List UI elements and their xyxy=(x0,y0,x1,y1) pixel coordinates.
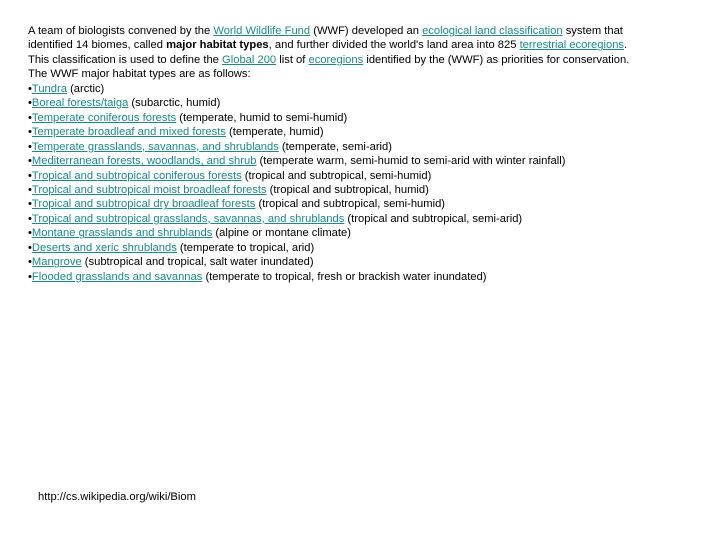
intro-text: . xyxy=(624,39,628,52)
bullet: • xyxy=(28,270,32,283)
source-url: http://cs.wikipedia.org/wiki/Biom xyxy=(38,491,196,503)
bullet: • xyxy=(28,227,32,240)
habitat-link[interactable]: Mangrove xyxy=(31,256,82,269)
habitat-link[interactable]: Temperate coniferous forests xyxy=(31,111,177,124)
habitat-link[interactable]: Tropical and subtropical moist broadleaf forests xyxy=(31,183,267,196)
habitat-link[interactable]: Deserts and xeric shrublands xyxy=(31,241,177,254)
habitat-description: (temperate, semi-arid) xyxy=(278,140,392,153)
habitat-description: (subarctic, humid) xyxy=(128,97,221,110)
habitat-list-item xyxy=(28,82,708,96)
habitat-list xyxy=(28,82,708,284)
habitat-link[interactable]: Tropical and subtropical grasslands, savannas, and shrublands xyxy=(31,212,345,225)
habitat-list-item xyxy=(28,125,708,139)
intro-text: A team of biologists convened by the xyxy=(28,25,214,37)
habitat-description: (subtropical and tropical, salt water inundated) xyxy=(81,256,314,269)
habitat-list-item xyxy=(28,255,708,269)
link-ecoregions[interactable]: ecoregions xyxy=(308,53,364,66)
habitat-list-item xyxy=(28,197,708,211)
habitat-link[interactable]: Tropical and subtropical coniferous forests xyxy=(31,169,242,182)
bullet: • xyxy=(28,256,32,269)
habitat-link[interactable]: Flooded grasslands and savannas xyxy=(31,270,203,283)
link-ecological-land-classification[interactable]: ecological land classification xyxy=(422,25,563,37)
habitat-link[interactable]: Tropical and subtropical dry broadleaf forests xyxy=(31,198,256,211)
intro-text: This classification is used to define the xyxy=(28,53,223,66)
habitat-list-item xyxy=(28,111,708,125)
link-world-wildlife-fund[interactable]: World Wildlife Fund xyxy=(213,25,311,37)
bullet: • xyxy=(28,183,32,196)
major-habitat-types-bold: major habitat types xyxy=(166,39,269,52)
habitat-description: (tropical and subtropical, humid) xyxy=(266,183,429,196)
intro-line-3 xyxy=(28,53,708,67)
bullet: • xyxy=(28,241,32,254)
habitat-description: (alpine or montane climate) xyxy=(212,227,351,240)
habitat-link[interactable]: Mediterranean forests, woodlands, and shrub xyxy=(31,155,257,168)
link-terrestrial-ecoregions[interactable]: terrestrial ecoregions xyxy=(519,39,625,52)
intro-text: identified 14 biomes, called xyxy=(28,39,167,52)
habitat-description: (tropical and subtropical, semi-humid) xyxy=(241,169,432,182)
habitat-list-item xyxy=(28,212,708,226)
habitat-description: (tropical and subtropical, semi-arid) xyxy=(344,212,523,225)
bullet: • xyxy=(28,82,32,95)
intro-text: list of xyxy=(276,53,309,66)
bullet: • xyxy=(28,198,32,211)
habitat-description: (temperate, humid) xyxy=(225,126,324,139)
habitat-description: (temperate to tropical, arid) xyxy=(176,241,315,254)
intro-text: system that xyxy=(562,25,623,37)
intro-text: , and further divided the world's land area into 825 xyxy=(268,39,520,52)
bullet: • xyxy=(28,169,32,182)
intro-line-4: The WWF major habitat types are as follows: xyxy=(28,68,251,81)
habitat-link[interactable]: Temperate broadleaf and mixed forests xyxy=(31,126,226,139)
bullet: • xyxy=(28,126,32,139)
habitat-link[interactable]: Boreal forests/taiga xyxy=(31,97,129,110)
habitat-link[interactable]: Tundra xyxy=(31,82,67,95)
intro-line-1 xyxy=(28,24,708,38)
habitat-description: (temperate, humid to semi-humid) xyxy=(176,111,348,124)
intro-text: identified by the (WWF) as priorities for conservation. xyxy=(363,53,630,66)
intro-text: (WWF) developed an xyxy=(310,25,423,37)
habitat-list-item xyxy=(28,241,708,255)
habitat-list-item xyxy=(28,96,708,110)
link-global-200[interactable]: Global 200 xyxy=(222,53,277,66)
bullet: • xyxy=(28,111,32,124)
habitat-list-item xyxy=(28,169,708,183)
habitat-link[interactable]: Temperate grasslands, savannas, and shrublands xyxy=(31,140,279,153)
habitat-description: (arctic) xyxy=(66,82,105,95)
habitat-list-item xyxy=(28,140,708,154)
bullet: • xyxy=(28,212,32,225)
bullet: • xyxy=(28,97,32,110)
slide-text-body xyxy=(28,24,708,284)
habitat-list-item xyxy=(28,226,708,240)
habitat-description: (temperate warm, semi-humid to semi-arid with winter rainfall) xyxy=(256,155,566,168)
habitat-link[interactable]: Montane grasslands and shrublands xyxy=(31,227,213,240)
bullet: • xyxy=(28,155,32,168)
bullet: • xyxy=(28,140,32,153)
habitat-list-item xyxy=(28,270,708,284)
habitat-description: (tropical and subtropical, semi-humid) xyxy=(255,198,446,211)
intro-line-2 xyxy=(28,38,708,52)
habitat-description: (temperate to tropical, fresh or brackish water inundated) xyxy=(202,270,487,283)
habitat-list-item xyxy=(28,154,708,168)
habitat-list-item xyxy=(28,183,708,197)
